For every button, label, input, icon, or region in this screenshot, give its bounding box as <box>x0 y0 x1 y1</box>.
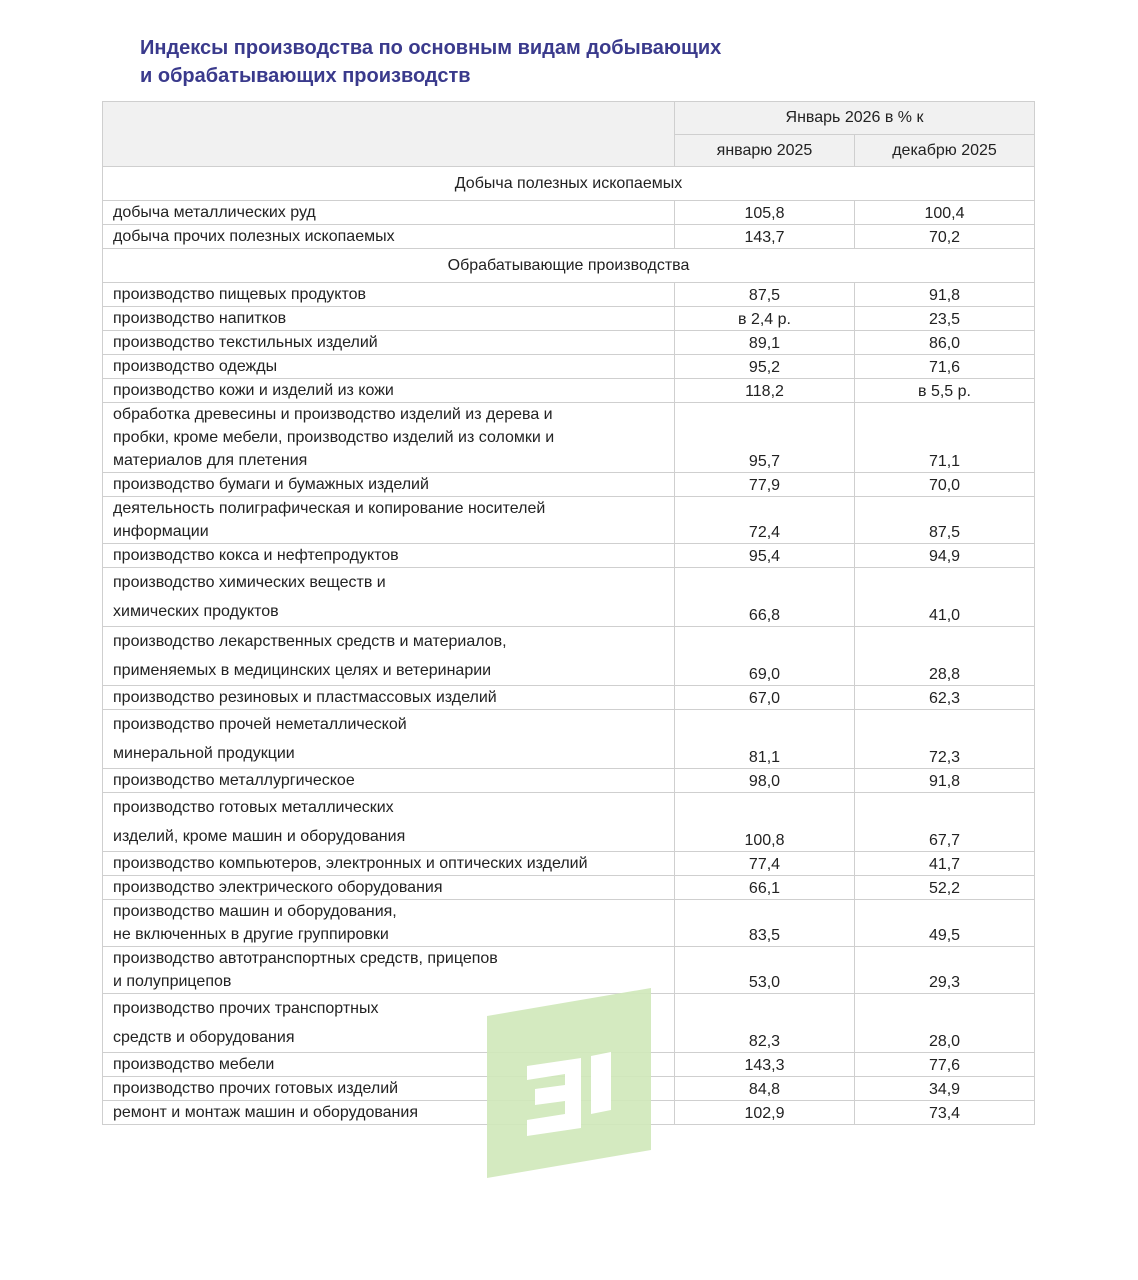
table-body <box>103 167 1035 1125</box>
industry-name <box>103 403 675 473</box>
table-row <box>103 544 1035 568</box>
industry-name <box>103 686 675 710</box>
industry-name <box>103 201 675 225</box>
industry-name <box>103 355 675 379</box>
industry-name-line: производство компьютеров, электронных и оптических изделий <box>113 855 588 872</box>
industry-name-line: ремонт и монтаж машин и оборудования <box>113 1104 418 1121</box>
table-row <box>103 769 1035 793</box>
title-line-2: и обрабатывающих производств <box>140 65 471 87</box>
industry-name-line: пробки, кроме мебели, производство изделий из соломки и <box>113 429 555 446</box>
industry-name-line: производство бумаги и бумажных изделий <box>113 476 429 493</box>
value-vs-december-2025: 70,2 <box>855 225 1035 249</box>
industry-name <box>103 568 675 627</box>
header-empty-cell <box>103 102 675 167</box>
section-title: Обрабатывающие производства <box>103 249 1035 283</box>
value-vs-january-2025: 95,7 <box>675 403 855 473</box>
value-vs-december-2025: 34,9 <box>855 1077 1035 1101</box>
industry-name <box>103 900 675 947</box>
header-col-december-2025: декабрю 2025 <box>855 135 1035 167</box>
table-row <box>103 876 1035 900</box>
value-vs-january-2025: 53,0 <box>675 947 855 994</box>
industry-name-line: производство текстильных изделий <box>113 334 378 351</box>
industry-name-line: деятельность полиграфическая и копирование носителей <box>113 500 546 517</box>
industry-name-line: изделий, кроме машин и оборудования <box>113 828 406 845</box>
value-vs-december-2025: 52,2 <box>855 876 1035 900</box>
value-vs-december-2025: 77,6 <box>855 1053 1035 1077</box>
table-row <box>103 900 1035 947</box>
industry-name <box>103 283 675 307</box>
industry-name-line: производство прочих готовых изделий <box>113 1080 399 1097</box>
value-vs-december-2025: 91,8 <box>855 769 1035 793</box>
value-vs-december-2025: 28,8 <box>855 627 1035 686</box>
value-vs-january-2025: 66,8 <box>675 568 855 627</box>
industry-name <box>103 710 675 769</box>
title-line-1: Индексы производства по основным видам добывающих <box>140 37 722 59</box>
industry-name-line: информации <box>113 523 209 540</box>
industry-name <box>103 497 675 544</box>
industry-name <box>103 793 675 852</box>
industry-name-line: производство мебели <box>113 1056 275 1073</box>
value-vs-december-2025: 28,0 <box>855 994 1035 1053</box>
industry-name <box>103 947 675 994</box>
value-vs-january-2025: 95,4 <box>675 544 855 568</box>
table-row <box>103 710 1035 769</box>
value-vs-december-2025: 41,0 <box>855 568 1035 627</box>
value-vs-december-2025: 87,5 <box>855 497 1035 544</box>
table-row <box>103 283 1035 307</box>
industry-name <box>103 379 675 403</box>
industry-name-line: производство лекарственных средств и материалов, <box>113 633 507 650</box>
value-vs-january-2025: 143,3 <box>675 1053 855 1077</box>
table-row <box>103 852 1035 876</box>
industry-name-line: производство электрического оборудования <box>113 879 443 896</box>
table-row <box>103 497 1035 544</box>
industry-name-line: химических продуктов <box>113 603 279 620</box>
industry-name-line: производство прочей неметаллической <box>113 716 407 733</box>
value-vs-january-2025: 77,9 <box>675 473 855 497</box>
table-row <box>103 473 1035 497</box>
value-vs-january-2025: 77,4 <box>675 852 855 876</box>
industry-name <box>103 627 675 686</box>
value-vs-january-2025: 84,8 <box>675 1077 855 1101</box>
industry-name-line: производство пищевых продуктов <box>113 286 367 303</box>
value-vs-january-2025: 143,7 <box>675 225 855 249</box>
value-vs-december-2025: 70,0 <box>855 473 1035 497</box>
industry-name-line: добыча прочих полезных ископаемых <box>113 228 395 245</box>
section-row <box>103 167 1035 201</box>
value-vs-january-2025: 95,2 <box>675 355 855 379</box>
industry-name-line: производство напитков <box>113 310 287 327</box>
table-row <box>103 225 1035 249</box>
watermark-logo <box>487 988 651 1178</box>
table-row <box>103 793 1035 852</box>
value-vs-december-2025: 29,3 <box>855 947 1035 994</box>
value-vs-december-2025: в 5,5 р. <box>855 379 1035 403</box>
industry-name-line: производство резиновых и пластмассовых изделий <box>113 689 497 706</box>
industry-name-line: производство химических веществ и <box>113 574 386 591</box>
value-vs-january-2025: 118,2 <box>675 379 855 403</box>
value-vs-december-2025: 71,6 <box>855 355 1035 379</box>
industry-name-line: производство одежды <box>113 358 278 375</box>
table-row <box>103 355 1035 379</box>
industry-name-line: производство кожи и изделий из кожи <box>113 382 394 399</box>
document-title <box>140 34 900 90</box>
header-col-january-2025: январю 2025 <box>675 135 855 167</box>
industry-name-line: производство кокса и нефтепродуктов <box>113 547 399 564</box>
header-period: Январь 2026 в % к <box>675 102 1035 135</box>
value-vs-december-2025: 86,0 <box>855 331 1035 355</box>
industry-name <box>103 852 675 876</box>
value-vs-january-2025: в 2,4 р. <box>675 307 855 331</box>
value-vs-december-2025: 41,7 <box>855 852 1035 876</box>
industry-name <box>103 876 675 900</box>
value-vs-december-2025: 73,4 <box>855 1101 1035 1125</box>
table-row <box>103 307 1035 331</box>
value-vs-december-2025: 49,5 <box>855 900 1035 947</box>
industry-name <box>103 331 675 355</box>
production-index-table <box>102 101 1035 1125</box>
industry-name-line: минеральной продукции <box>113 745 295 762</box>
value-vs-january-2025: 98,0 <box>675 769 855 793</box>
value-vs-january-2025: 89,1 <box>675 331 855 355</box>
value-vs-december-2025: 72,3 <box>855 710 1035 769</box>
value-vs-january-2025: 102,9 <box>675 1101 855 1125</box>
table-row <box>103 403 1035 473</box>
watermark-digit-1 <box>591 1052 611 1114</box>
industry-name-line: не включенных в другие группировки <box>113 926 389 943</box>
industry-name <box>103 473 675 497</box>
table-row <box>103 568 1035 627</box>
table-row <box>103 379 1035 403</box>
industry-name-line: производство автотранспортных средств, прицепов <box>113 950 498 967</box>
value-vs-december-2025: 23,5 <box>855 307 1035 331</box>
industry-name-line: производство готовых металлических <box>113 799 394 816</box>
industry-name <box>103 769 675 793</box>
industry-name-line: производство машин и оборудования, <box>113 903 397 920</box>
value-vs-december-2025: 94,9 <box>855 544 1035 568</box>
industry-name-line: средств и оборудования <box>113 1029 295 1046</box>
value-vs-january-2025: 69,0 <box>675 627 855 686</box>
section-row <box>103 249 1035 283</box>
industry-name-line: производство прочих транспортных <box>113 1000 379 1017</box>
value-vs-january-2025: 83,5 <box>675 900 855 947</box>
industry-name <box>103 544 675 568</box>
industry-name-line: материалов для плетения <box>113 452 308 469</box>
value-vs-january-2025: 72,4 <box>675 497 855 544</box>
value-vs-january-2025: 87,5 <box>675 283 855 307</box>
table-row <box>103 686 1035 710</box>
industry-name-line: обработка древесины и производство изделий из дерева и <box>113 406 553 423</box>
value-vs-december-2025: 71,1 <box>855 403 1035 473</box>
watermark-digit-3 <box>527 1058 581 1136</box>
value-vs-january-2025: 105,8 <box>675 201 855 225</box>
table-header <box>103 102 1035 167</box>
value-vs-january-2025: 81,1 <box>675 710 855 769</box>
value-vs-december-2025: 100,4 <box>855 201 1035 225</box>
table-row <box>103 201 1035 225</box>
industry-name-line: добыча металлических руд <box>113 204 316 221</box>
industry-name <box>103 307 675 331</box>
industry-name-line: и полуприцепов <box>113 973 232 990</box>
industry-name <box>103 225 675 249</box>
value-vs-january-2025: 67,0 <box>675 686 855 710</box>
value-vs-january-2025: 66,1 <box>675 876 855 900</box>
table-row <box>103 331 1035 355</box>
value-vs-january-2025: 100,8 <box>675 793 855 852</box>
value-vs-january-2025: 82,3 <box>675 994 855 1053</box>
table-row <box>103 947 1035 994</box>
value-vs-december-2025: 62,3 <box>855 686 1035 710</box>
industry-name-line: производство металлургическое <box>113 772 355 789</box>
industry-name-line: применяемых в медицинских целях и ветеринарии <box>113 662 492 679</box>
value-vs-december-2025: 91,8 <box>855 283 1035 307</box>
table-row <box>103 627 1035 686</box>
section-title: Добыча полезных ископаемых <box>103 167 1035 201</box>
value-vs-december-2025: 67,7 <box>855 793 1035 852</box>
